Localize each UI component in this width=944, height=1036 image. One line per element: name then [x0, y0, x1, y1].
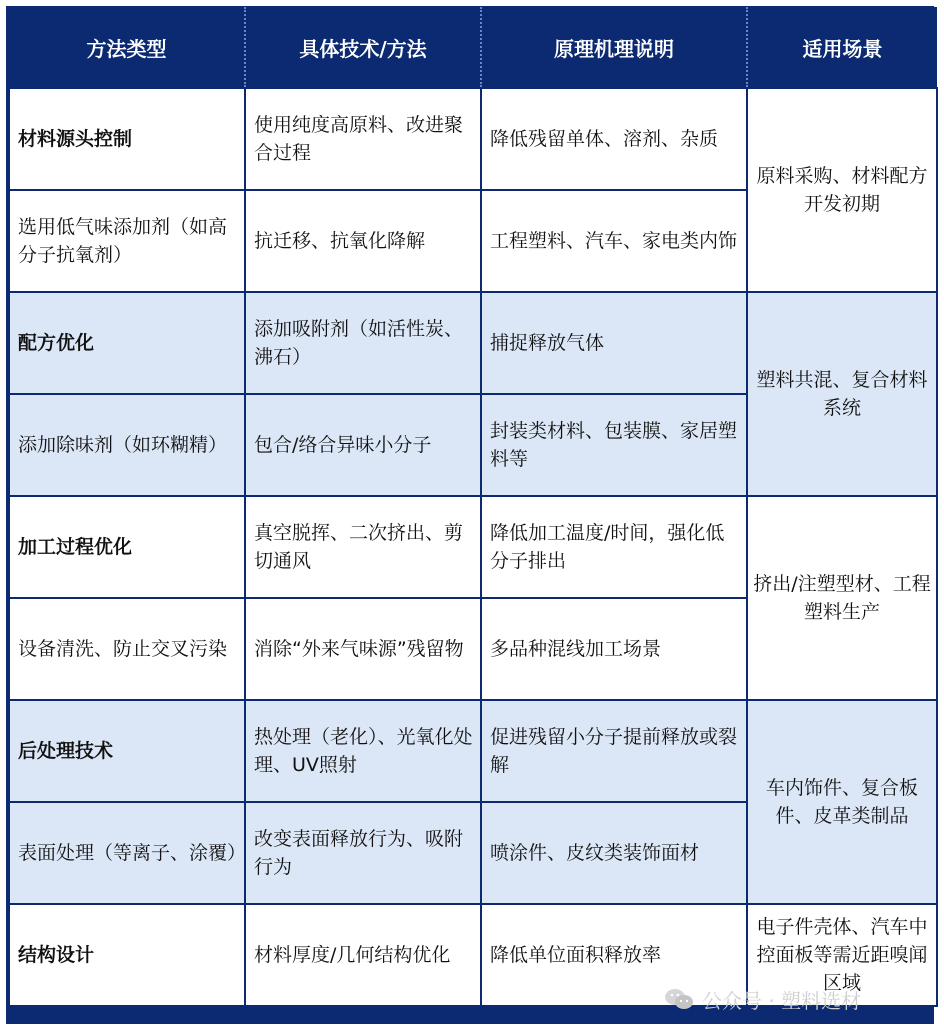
scenario-cell: 塑料共混、复合材料系统	[747, 292, 937, 496]
method-type-cell: 结构设计	[9, 904, 245, 1006]
table-row	[9, 700, 937, 802]
technique-cell: 使用纯度高原料、改进聚合过程	[245, 88, 481, 190]
technique-cell: 热处理（老化）、光氧化处理、UV照射	[245, 700, 481, 802]
mechanism-cell: 捕捉释放气体	[481, 292, 747, 394]
technique-cell: 改变表面释放行为、吸附行为	[245, 802, 481, 904]
scenario-cell: 挤出/注塑型材、工程塑料生产	[747, 496, 937, 700]
mechanism-cell: 降低单位面积释放率	[481, 904, 747, 1006]
header-scenario: 适用场景	[747, 7, 937, 88]
method-type-cell: 材料源头控制	[9, 88, 245, 190]
header-method-type: 方法类型	[9, 7, 245, 88]
method-type-cell: 后处理技术	[9, 700, 245, 802]
header-row	[9, 7, 937, 88]
technique-cell: 添加吸附剂（如活性炭、沸石）	[245, 292, 481, 394]
header-mechanism: 原理机理说明	[481, 7, 747, 88]
table-row	[9, 496, 937, 598]
scenario-cell: 电子件壳体、汽车中控面板等需近距嗅闻区域	[747, 904, 937, 1006]
mechanism-cell: 工程塑料、汽车、家电类内饰	[481, 190, 747, 292]
method-type-cell: 表面处理（等离子、涂覆）	[9, 802, 245, 904]
mechanism-cell: 降低残留单体、溶剂、杂质	[481, 88, 747, 190]
table-row	[9, 88, 937, 190]
watermark-text: 公众号 · 塑料选材	[702, 988, 862, 1013]
scenario-cell: 原料采购、材料配方开发初期	[747, 88, 937, 292]
mechanism-cell: 多品种混线加工场景	[481, 598, 747, 700]
odor-control-table	[8, 7, 938, 1007]
method-type-cell: 设备清洗、防止交叉污染	[9, 598, 245, 700]
method-type-cell: 加工过程优化	[9, 496, 245, 598]
mechanism-cell: 促进残留小分子提前释放或裂解	[481, 700, 747, 802]
header-technique: 具体技术/方法	[245, 7, 481, 88]
method-type-cell: 配方优化	[9, 292, 245, 394]
table-row	[9, 292, 937, 394]
wechat-icon	[664, 987, 694, 1011]
method-type-cell: 选用低气味添加剂（如高分子抗氧剂）	[9, 190, 245, 292]
technique-cell: 材料厚度/几何结构优化	[245, 904, 481, 1006]
mechanism-cell: 封装类材料、包装膜、家居塑料等	[481, 394, 747, 496]
technique-cell: 真空脱挥、二次挤出、剪切通风	[245, 496, 481, 598]
technique-cell: 包合/络合异味小分子	[245, 394, 481, 496]
technique-cell: 消除“外来气味源”残留物	[245, 598, 481, 700]
watermark	[664, 984, 861, 1014]
mechanism-cell: 降低加工温度/时间，强化低分子排出	[481, 496, 747, 598]
scenario-cell: 车内饰件、复合板件、皮革类制品	[747, 700, 937, 904]
method-type-cell: 添加除味剂（如环糊精）	[9, 394, 245, 496]
technique-cell: 抗迁移、抗氧化降解	[245, 190, 481, 292]
mechanism-cell: 喷涂件、皮纹类装饰面材	[481, 802, 747, 904]
